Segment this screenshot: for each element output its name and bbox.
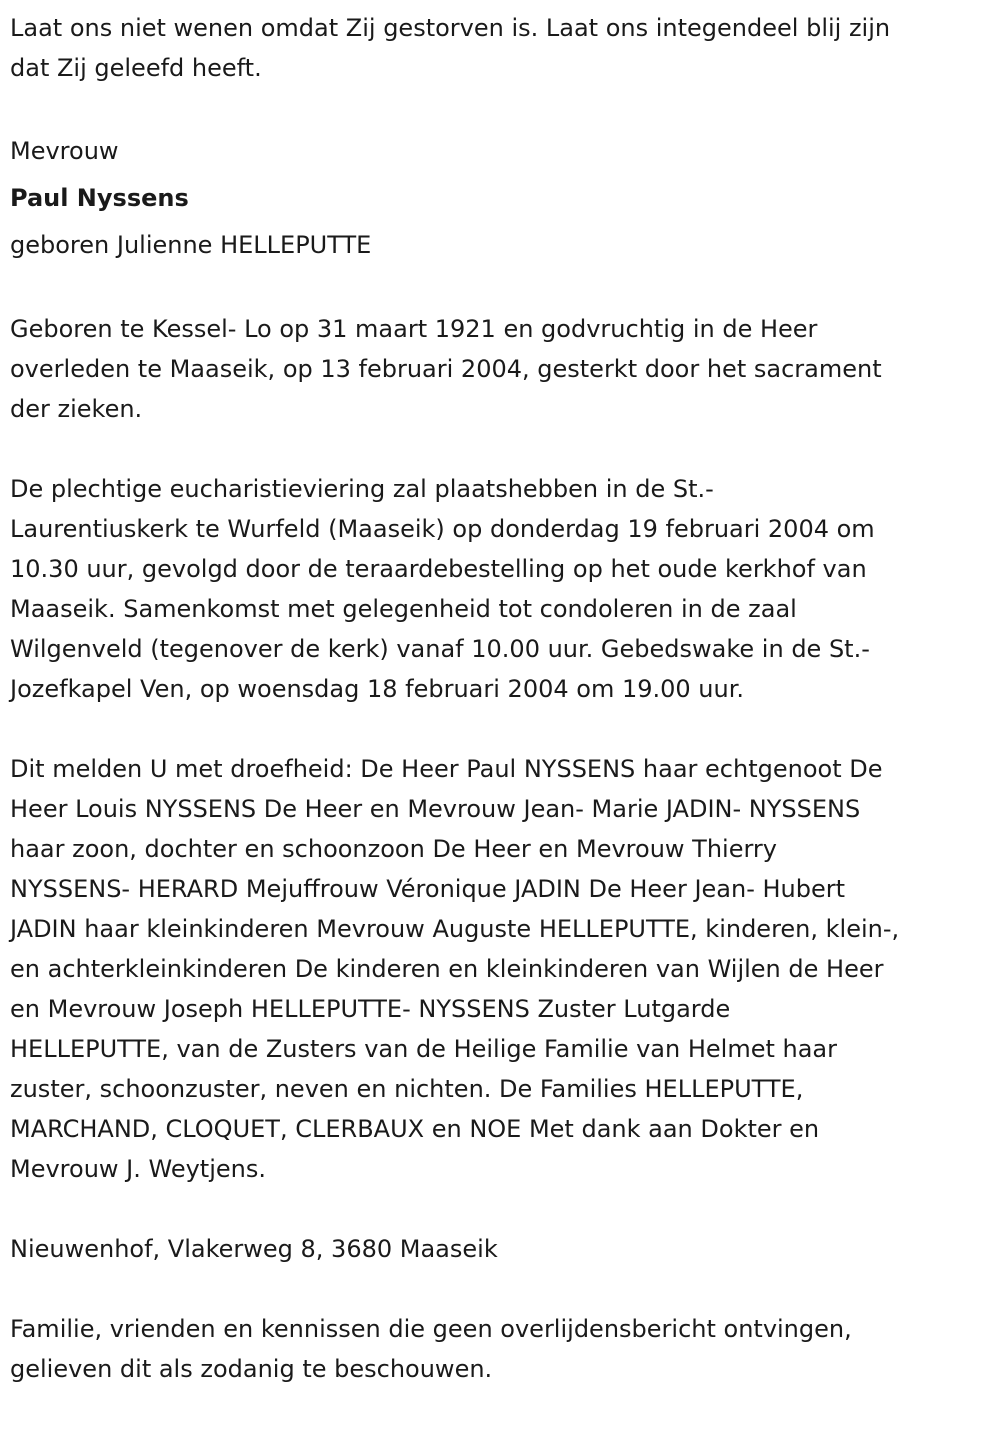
address bbox=[10, 1229, 1000, 1269]
text-line: zuster, schoonzuster, neven en nichten. De Families HELLEPUTTE, bbox=[10, 1075, 804, 1103]
text-line: HELLEPUTTE, van de Zusters van de Heilige Familie van Helmet haar bbox=[10, 1035, 838, 1063]
birth-death-paragraph bbox=[10, 309, 1000, 429]
text-line: en Mevrouw Joseph HELLEPUTTE- NYSSENS Zuster Lutgarde bbox=[10, 995, 731, 1023]
deceased-header bbox=[10, 128, 1000, 269]
text-line: Maaseik. Samenkomst met gelegenheid tot condoleren in de zaal bbox=[10, 595, 797, 623]
text-line: Geboren te Kessel- Lo op 31 maart 1921 en godvruchtig in de Heer bbox=[10, 315, 818, 343]
motto bbox=[10, 8, 1000, 88]
text-line: De plechtige eucharistieviering zal plaatshebben in de St.- bbox=[10, 475, 714, 503]
text-line: Laurentiuskerk te Wurfeld (Maaseik) op donderdag 19 februari 2004 om bbox=[10, 515, 875, 543]
text-line: Laat ons niet wenen omdat Zij gestorven is. Laat ons integendeel blij zijn bbox=[10, 14, 891, 42]
born-as: geboren Julienne HELLEPUTTE bbox=[10, 231, 372, 259]
title-prefix: Mevrouw bbox=[10, 137, 119, 165]
text-line: der zieken. bbox=[10, 395, 143, 423]
text-line: Wilgenveld (tegenover de kerk) vanaf 10.00 uur. Gebedswake in de St.- bbox=[10, 635, 870, 663]
text-line: gelieven dit als zodanig te beschouwen. bbox=[10, 1355, 493, 1383]
text-line: 10.30 uur, gevolgd door de teraardebestelling op het oude kerkhof van bbox=[10, 555, 867, 583]
family-paragraph bbox=[10, 749, 1000, 1189]
obituary-document bbox=[10, 8, 1000, 1429]
text-line: en achterkleinkinderen De kinderen en kleinkinderen van Wijlen de Heer bbox=[10, 955, 884, 983]
ceremony-paragraph bbox=[10, 469, 1000, 709]
text-line: Mevrouw J. Weytjens. bbox=[10, 1155, 266, 1183]
text-line: Nieuwenhof, Vlakerweg 8, 3680 Maaseik bbox=[10, 1235, 498, 1263]
text-line: Jozefkapel Ven, op woensdag 18 februari 2004 om 19.00 uur. bbox=[10, 675, 745, 703]
text-line: NYSSENS- HERARD Mejuffrouw Véronique JADIN De Heer Jean- Hubert bbox=[10, 875, 846, 903]
text-line: MARCHAND, CLOQUET, CLERBAUX en NOE Met dank aan Dokter en bbox=[10, 1115, 820, 1143]
text-line: JADIN haar kleinkinderen Mevrouw Auguste HELLEPUTTE, kinderen, klein-, bbox=[10, 915, 900, 943]
text-line: haar zoon, dochter en schoonzoon De Heer en Mevrouw Thierry bbox=[10, 835, 777, 863]
text-line: Familie, vrienden en kennissen die geen overlijdensbericht ontvingen, bbox=[10, 1315, 852, 1343]
text-line: dat Zij geleefd heeft. bbox=[10, 54, 262, 82]
text-line: overleden te Maaseik, op 13 februari 2004, gesterkt door het sacrament bbox=[10, 355, 882, 383]
deceased-name: Paul Nyssens bbox=[10, 184, 189, 212]
text-line: Dit melden U met droefheid: De Heer Paul NYSSENS haar echtgenoot De bbox=[10, 755, 883, 783]
closing-paragraph bbox=[10, 1309, 1000, 1389]
text-line: Heer Louis NYSSENS De Heer en Mevrouw Jean- Marie JADIN- NYSSENS bbox=[10, 795, 861, 823]
